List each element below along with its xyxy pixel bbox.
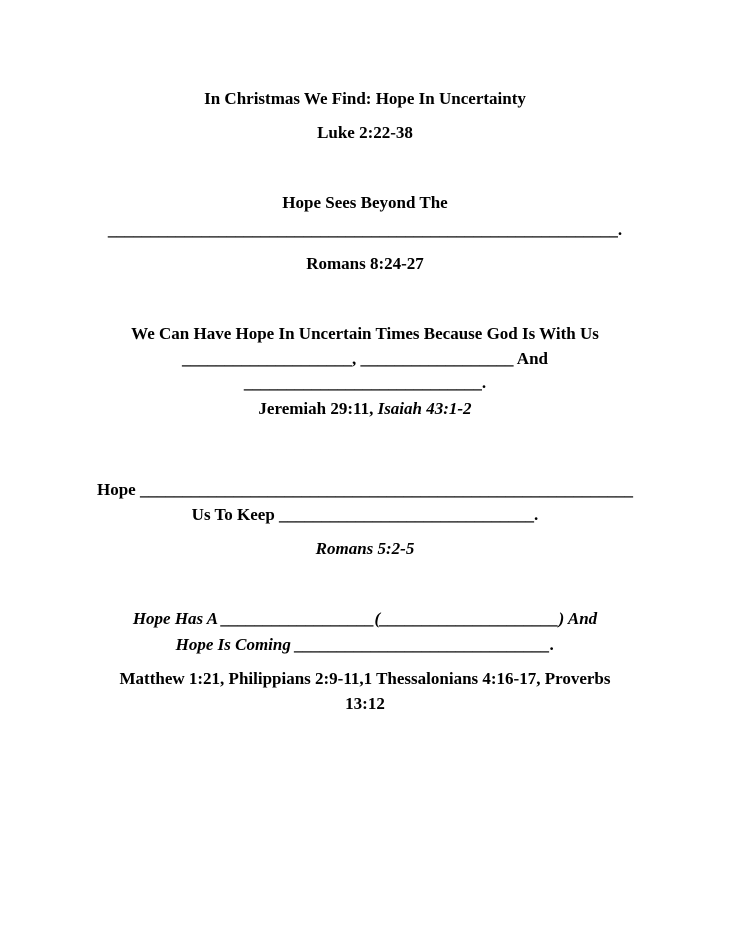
point4-scripture-line1: Matthew 1:21, Philippians 2:9-11,1 Thessalonians 4:16-17, Proverbs — [119, 669, 611, 688]
point2-scripture-plain: Jeremiah 29:11, — [258, 399, 378, 418]
point3-line1: Hope __________________________________________________________ — [97, 480, 633, 499]
page-title: In Christmas We Find: Hope In Uncertainty — [204, 89, 526, 108]
point4-line1: Hope Has A __________________(_____________________) And — [132, 609, 598, 628]
point4-line2: Hope Is Coming ______________________________. — [175, 635, 555, 654]
point2-blanks: ____________________, __________________ And — [182, 349, 548, 368]
point3-scripture: Romans 5:2-5 — [315, 539, 415, 558]
point2-scripture — [0, 398, 730, 420]
point1-scripture: Romans 8:24-27 — [306, 254, 424, 273]
point2-heading: We Can Have Hope In Uncertain Times Because God Is With Us — [131, 324, 599, 343]
point3-line2: Us To Keep ______________________________. — [191, 505, 539, 524]
point1-blank: ____________________________________________________________. — [107, 220, 623, 239]
point1-heading: Hope Sees Beyond The — [282, 193, 448, 212]
point2-blank-end: ____________________________. — [243, 373, 487, 392]
point2-scripture-italic: Isaiah 43:1-2 — [377, 399, 472, 418]
main-reference: Luke 2:22-38 — [317, 123, 413, 142]
point4-scripture-line2: 13:12 — [345, 694, 385, 713]
